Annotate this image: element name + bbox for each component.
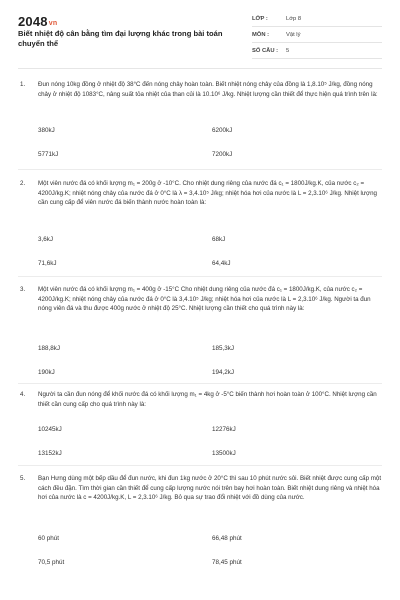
meta-value: Vật lý xyxy=(286,32,301,38)
option-d[interactable]: 13500kJ xyxy=(212,450,236,457)
page-title: Biết nhiệt độ cân bằng tìm đại lượng khác trong bài toán chuyển thể xyxy=(18,29,223,48)
question-divider xyxy=(18,383,382,384)
option-d[interactable]: 194,2kJ xyxy=(212,369,235,376)
question-text: Bạn Hưng dùng một bếp dầu để đun nước, khi đun 1kg nước ở 20°C thì sau 10 phút nước sôi. Biết nhiệt được cung cấp một cách đều đặn. Tìm thời gian cần thiết để cung cấp lượng nước nói trên bay hơi hoàn toàn. Biết nhiệt dung riêng và nhiệt hóa hơi của nước là c = 4200J/kg.K, L = 2,3.10⁶ J/kg. Bỏ qua sự trao đổi nhiệt với đồ dùng của nước. xyxy=(38,475,382,502)
page-header xyxy=(0,0,400,62)
option-d[interactable]: 78,45 phút xyxy=(212,559,242,566)
option-d[interactable]: 64,4kJ xyxy=(212,260,231,267)
meta-label: MÔN : xyxy=(252,32,270,38)
question-number: 3. xyxy=(20,286,26,293)
question-number: 1. xyxy=(20,81,26,88)
question-text: Đun nóng 10kg đồng ở nhiệt độ 38°C đến nóng chảy hoàn toàn. Biết nhiệt nóng chảy của đồng là 1,8.10⁵ J/kg, đồng nóng chảy ở nhiệt độ 1083°C, nâng suất tỏa nhiệt của than củi là 10.10⁶ J/kg. Nhiệt lượng cần thiết để thực hiện quá trình trên là: xyxy=(38,81,378,98)
option-c[interactable]: 71,6kJ xyxy=(38,260,57,267)
question-text: Người ta cần đun nóng để khối nước đá có khối lượng m₁ = 4kg ở -5°C biến thành hơi hoàn toàn ở 100°C. Nhiệt lượng cần thiết cần cung cấp cho quá trình này là: xyxy=(38,391,377,408)
meta-value: Lớp 8 xyxy=(286,16,302,22)
meta-label: LỚP : xyxy=(252,16,268,22)
question-number: 2. xyxy=(20,180,26,187)
header-divider xyxy=(18,68,382,69)
option-b[interactable]: 185,3kJ xyxy=(212,345,235,352)
question-divider xyxy=(18,169,382,170)
option-b[interactable]: 12276kJ xyxy=(212,426,236,433)
question-divider xyxy=(18,276,382,277)
meta-value: 5 xyxy=(286,48,290,54)
option-c[interactable]: 190kJ xyxy=(38,369,55,376)
option-c[interactable]: 13152kJ xyxy=(38,450,62,457)
question-number: 4. xyxy=(20,391,26,398)
question-text: Một viên nước đá có khối lượng m₁ = 200g ở -10°C. Cho nhiệt dung riêng của nước đá c₁ = 1800J/kg.K, của nước c₂ = 4200J/kg.K; nhiệt nóng chảy của nước đá ở 0°C là λ = 3,4.10⁵ J/kg; nhiệt hóa hơi của nước là L = 2,3.10⁶ J/kg. Nhiệt lượng cần cung cấp để viên nước đá biến thành nước hoàn toàn là: xyxy=(38,180,377,207)
option-a[interactable]: 3,6kJ xyxy=(38,236,54,243)
option-a[interactable]: 10245kJ xyxy=(38,426,62,433)
option-c[interactable]: 5771kJ xyxy=(38,151,59,158)
option-d[interactable]: 7200kJ xyxy=(212,151,233,158)
question-number: 5. xyxy=(20,475,26,482)
option-a[interactable]: 60 phút xyxy=(38,535,60,542)
meta-grade xyxy=(252,12,382,27)
meta-label: SỐ CÂU : xyxy=(252,48,279,54)
option-b[interactable]: 6200kJ xyxy=(212,127,233,134)
option-c[interactable]: 70,5 phút xyxy=(38,559,65,566)
question-divider xyxy=(18,465,382,466)
question-text: Một viên nước đá có khối lượng m₁ = 400g ở -15°C Cho nhiệt dung riêng của nước đá c₁ = 1800J/kg.K, của nước c₂ = 4200J/kg.K; nhiệt nóng chảy của nước đá ở 0°C là 3,4.10⁵ J/kg; nhiệt hóa hơi của nước là L = 2,3.10⁶ J/kg. Người ta đun nóng viên đá và thu được 400g nước ở nhiệt độ 25°C. Nhiệt lượng cần thiết cho quá trình này là: xyxy=(38,286,371,313)
meta-count xyxy=(252,44,382,59)
meta-subject xyxy=(252,28,382,43)
option-a[interactable]: 380kJ xyxy=(38,127,55,134)
option-b[interactable]: 66,48 phút xyxy=(212,535,242,542)
site-logo[interactable]: 2048vn xyxy=(18,14,58,29)
option-b[interactable]: 68kJ xyxy=(212,236,226,243)
option-a[interactable]: 188,8kJ xyxy=(38,345,61,352)
